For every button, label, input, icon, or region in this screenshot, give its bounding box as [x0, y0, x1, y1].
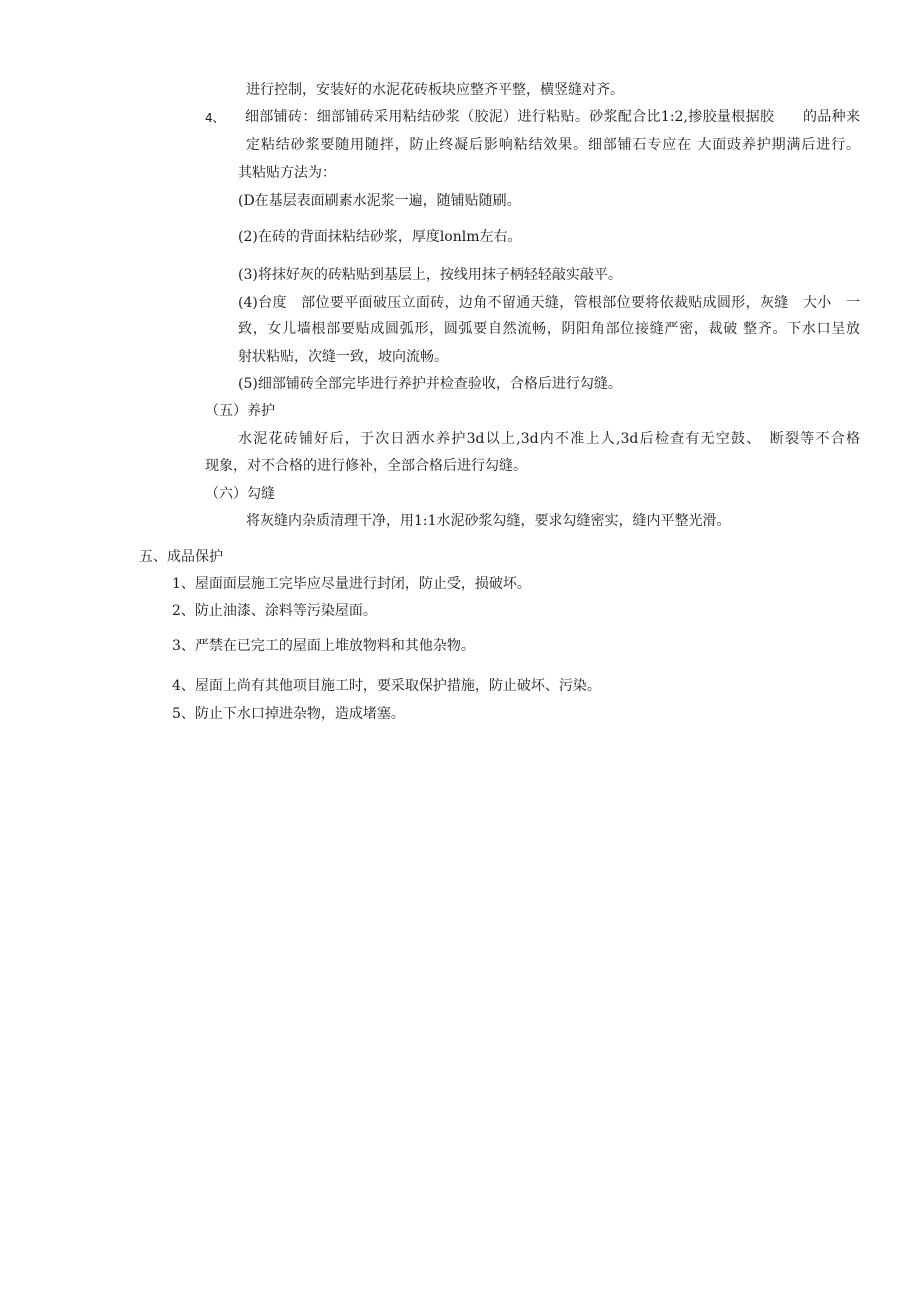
body-line: 射状粘贴，次缝一致，坡向流畅。	[238, 349, 448, 365]
list-item: (3)将抹好灰的砖粘贴到基层上，按线用抹子柄轻轻敲实敲平。	[238, 267, 622, 283]
body-line: 定粘结砂浆要随用随拌，防止终凝后影响粘结效果。细部铺石专应在 大面豉养护期满后进行。	[246, 137, 860, 153]
body-line: 致，女儿墙根部要贴成圆弧形，圆弧要自然流畅，阴阳角部位接缝严密，裁破 整齐。下水口呈放	[238, 321, 860, 337]
body-line: 进行控制，安装好的水泥花砖板块应整齐平整，横竖缝对齐。	[246, 82, 624, 98]
section-heading: （五）养护	[205, 403, 275, 419]
list-item: 3、严禁在已完工的屋面上堆放物料和其他杂物。	[172, 638, 475, 654]
list-item: (5)细部铺砖全部完毕进行养护并检查验收，合格后进行勾缝。	[238, 376, 622, 392]
section-heading: （六）勾缝	[205, 486, 275, 502]
list-item: (2)在砖的背面抹粘结砂浆，厚度lonlm左右。	[238, 229, 522, 245]
chapter-heading: 五、成品保护	[139, 549, 223, 565]
list-item: 1、屋面面层施工完毕应尽量进行封闭，防止受，损破坏。	[172, 576, 531, 592]
list-item: 4、屋面上尚有其他项目施工时，要采取保护措施，防止破坏、污染。	[172, 678, 601, 694]
list-item: (4)台度 部位要平面破压立面砖，边角不留通天缝，管根部位要将依裁贴成圆形，灰缝 大小 一	[238, 295, 860, 311]
list-number: 4、	[205, 111, 225, 125]
body-line: 水泥花砖铺好后，于次日洒水养护3d以上,3d内不准上人,3d后检查有无空鼓、 断裂等不合格	[238, 431, 860, 447]
list-item: 5、防止下水口掉进杂物，造成堵塞。	[172, 706, 405, 722]
body-line: 其粘贴方法为：	[238, 165, 336, 181]
body-line: 现象，对不合格的进行修补，全部合格后进行勾缝。	[205, 458, 527, 474]
list-item: 2、防止油漆、涂料等污染屋面。	[172, 603, 377, 619]
body-line: 将灰缝内杂质清理干净，用1:1水泥砂浆勾缝，要求勾缝密实，缝内平整光滑。	[246, 513, 731, 529]
list-item: (D在基层表面刷素水泥浆一遍，随铺贴随刷。	[238, 193, 521, 209]
body-line: 细部铺砖：细部铺砖采用粘结砂浆（胶泥）进行粘贴。砂浆配合比1:2,掺胶量根据胶 的品种来	[245, 109, 860, 125]
